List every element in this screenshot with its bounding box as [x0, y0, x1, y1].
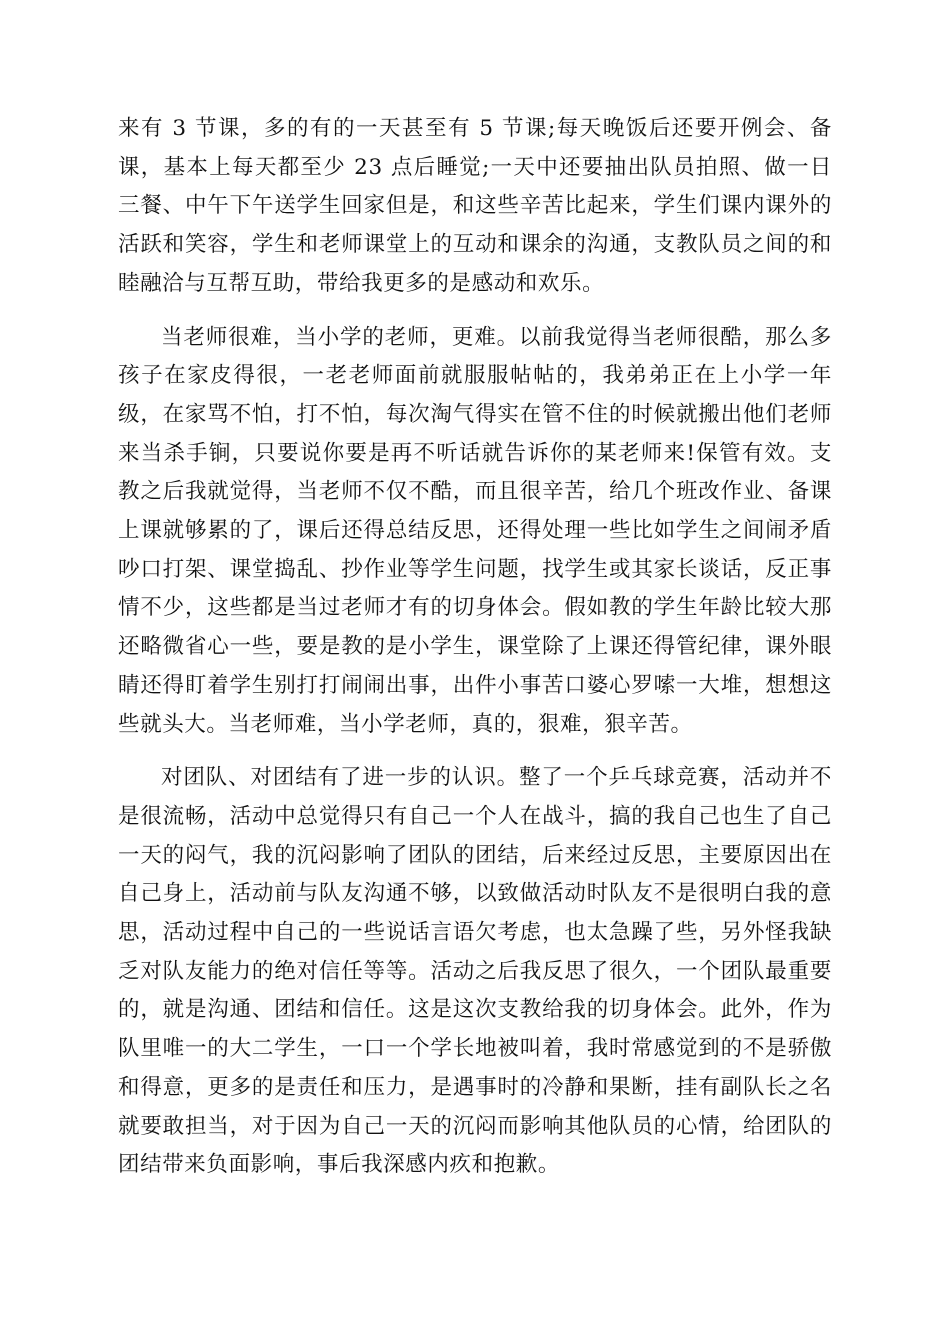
paragraph-2: 当老师很难，当小学的老师，更难。以前我觉得当老师很酷，那么多孩子在家皮得很，一老老师面前就服服帖帖的，我弟弟正在上小学一年级，在家骂不怕，打不怕，每次淘气得实在管不住的时候就搬出他们老师来当杀手锏，只要说你要是再不听话就告诉你的某老师来!保管有效。支教之后我就觉得，当老师不仅不酷，而且很辛苦，给几个班改作业、备课上课就够累的了，课后还得总结反思，还得处理一些比如学生之间闹矛盾吵口打架、课堂捣乱、抄作业等学生问题，找学生或其家长谈话，反正事情不少，这些都是当过老师才有的切身体会。假如教的学生年龄比较大那还略微省心一些，要是教的是小学生，课堂除了上课还得管纪律，课外眼睛还得盯着学生别打打闹闹出事，出件小事苦口婆心罗嗦一大堆，想想这些就头大。当老师难，当小学老师，真的，狠难，狠辛苦。: [118, 324, 832, 737]
paragraph-spacer: [118, 304, 832, 319]
paragraph-1: 来有 3 节课，多的有的一天甚至有 5 节课;每天晚饭后还要开例会、备课，基本上每天都至少 23 点后睡觉;一天中还要抽出队员拍照、做一日三餐、中午下午送学生回家但是，和这些辛苦比起来，学生们课内课外的活跃和笑容，学生和老师课堂上的互动和课余的沟通，支教队员之间的和睦融洽与互帮互助，带给我更多的是感动和欢乐。: [118, 116, 832, 296]
paragraph-spacer: [118, 744, 832, 759]
document-page: [118, 110, 832, 1185]
paragraph-3: 对团队、对团结有了进一步的认识。整了一个乒乓球竞赛，活动并不是很流畅，活动中总觉得只有自己一个人在战斗，搞的我自己也生了自己一天的闷气，我的沉闷影响了团队的团结，后来经过反思，主要原因出在自己身上，活动前与队友沟通不够，以致做活动时队友不是很明白我的意思，活动过程中自己的一些说话言语欠考虑，也太急躁了些，另外怪我缺乏对队友能力的绝对信任等等。活动之后我反思了很久，一个团队最重要的，就是沟通、团结和信任。这是这次支教给我的切身体会。此外，作为队里唯一的大二学生，一口一个学长地被叫着，我时常感觉到的不是骄傲和得意，更多的是责任和压力，是遇事时的冷静和果断，挂有副队长之名就要敢担当，对于因为自己一天的沉闷而影响其他队员的心情，给团队的团结带来负面影响，事后我深感内疚和抱歉。: [118, 765, 832, 1178]
